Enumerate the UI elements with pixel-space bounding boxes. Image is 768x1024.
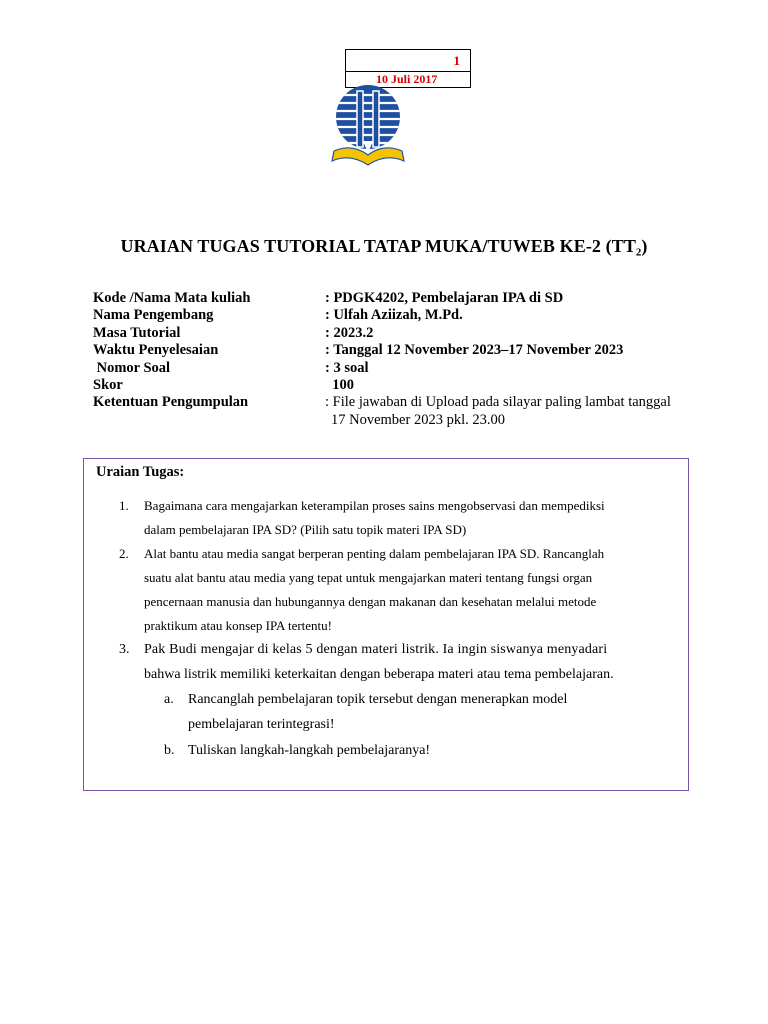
info-row: Ketentuan Pengumpulan : File jawaban di Upload pada silayar paling lambat tanggal xyxy=(93,394,671,411)
info-row: Kode /Nama Mata kuliah : PDGK4202, Pembelajaran IPA di SD xyxy=(93,290,564,306)
info-row-continuation: 17 November 2023 pkl. 23.00 xyxy=(331,411,505,428)
course-info xyxy=(93,290,713,429)
info-row: Nama Pengembang : Ulfah Aziizah, M.Pd. xyxy=(93,307,463,324)
info-row: Waktu Penyelesaian : Tanggal 12 November 2023–17 November 2023 xyxy=(93,342,624,359)
task-box: Uraian Tugas: 1. Bagaimana cara mengajarkan keterampilan proses sains mengobservasi dan mempediksi dalam pembelajaran IPA SD? (Pilih satu topik materi IPA SD) 2. Alat bantu atau media sangat berperan penting dalam pembelajaran IPA SD. Rancanglah suatu alat bantu atau media yang tepat untuk mengajarkan materi tentang fungsi organ pencernaan manusia dan hubungannya dengan makanan dan kesehatan melalui metode praktikum atau konsep IPA tertentu! 3. Pak Budi mengajar di kelas 5 dengan materi listrik. Ia ingin siswanya menyadari bahwa listrik memiliki keterkaitan dengan beberapa materi atau tema pembelajaran. a. Rancanglah pembelajaran topik tersebut dengan menerapkan model pembelajaran terintegrasi! b. Tuliskan langkah-langkah pembelajaranya! xyxy=(83,458,689,791)
header-date: 10 Juli 2017 xyxy=(376,72,438,86)
info-row: Masa Tutorial : 2023.2 xyxy=(93,324,374,341)
page-title: URAIAN TUGAS TUTORIAL TATAP MUKA/TUWEB KE-2 (TT₂) xyxy=(120,236,648,256)
info-row: Skor 100 xyxy=(93,376,354,393)
info-row: Nomor Soal : 3 soal xyxy=(93,359,369,376)
page-number: 1 xyxy=(453,53,460,68)
task-heading: Uraian Tugas: xyxy=(96,464,185,480)
university-logo-icon xyxy=(330,83,410,167)
